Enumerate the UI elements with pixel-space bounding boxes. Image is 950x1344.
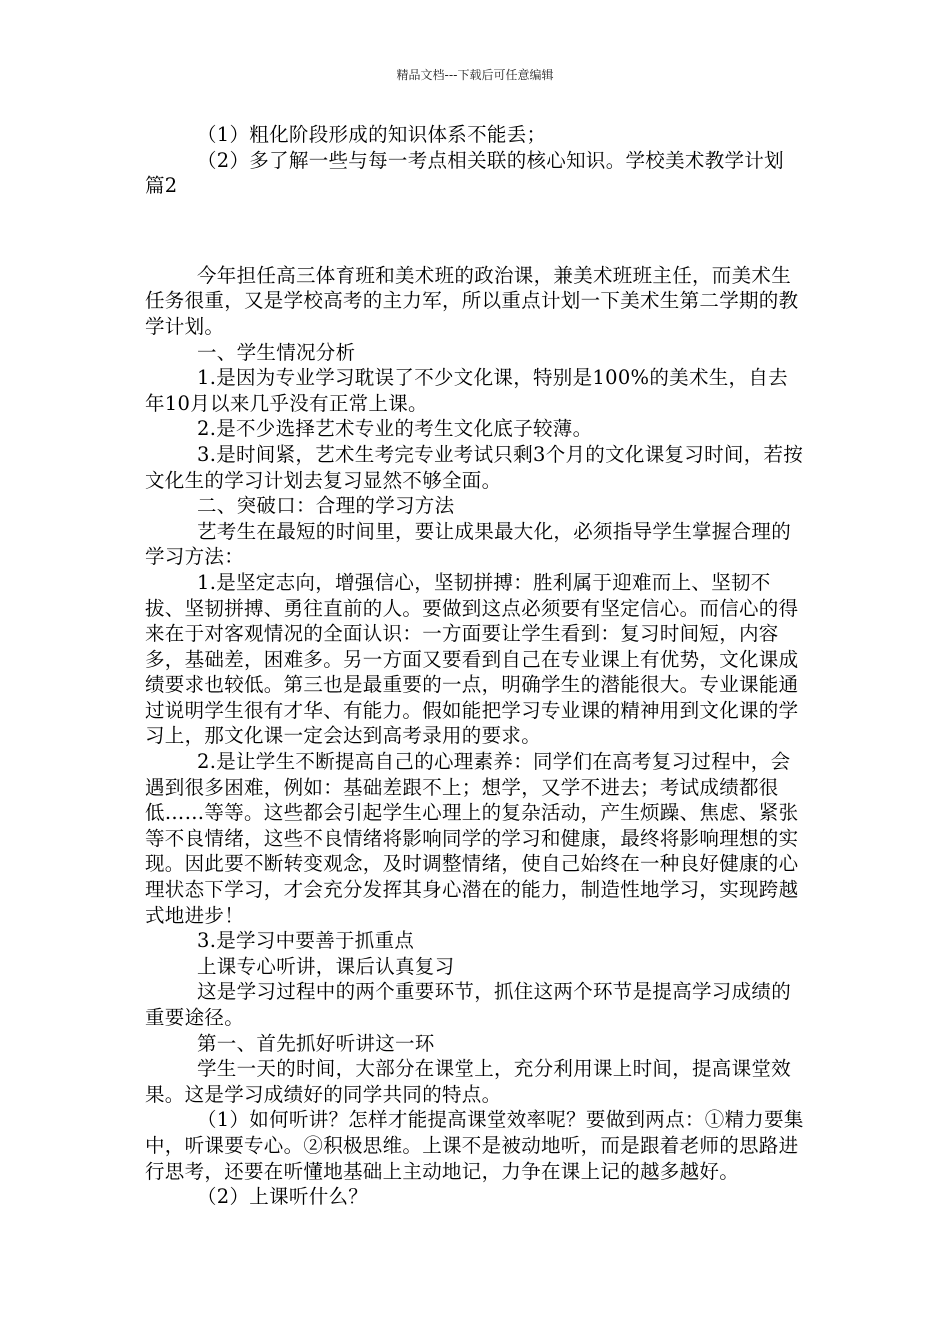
paragraph: 3.是学习中要善于抓重点 <box>145 929 415 953</box>
paragraph: 1.是因为专业学习耽误了不少文化课，特别是100%的美术生，自去年10月以来几乎没有正常上课。 <box>145 366 788 415</box>
paragraph: 3.是时间紧，艺术生考完专业考试只剩3个月的文化课复习时间，若按文化生的学习计划去复习显然不够全面。 <box>145 442 804 492</box>
paragraph: 艺考生在最短的时间里，要让成果最大化，必须指导学生掌握合理的学习方法： <box>145 519 792 569</box>
paragraph: 这是学习过程中的两个重要环节，抓住这两个环节是提高学习成绩的重要途径。 <box>145 980 792 1029</box>
paragraph: 学生一天的时间，大部分在课堂上，充分利用课上时间，提高课堂效果。这是学习成绩好的同学共同的特点。 <box>145 1057 792 1106</box>
paragraph: （2）上课听什么？ <box>145 1185 369 1209</box>
page-header: 精品文档---下载后可任意编辑 <box>396 68 554 82</box>
paragraph: 2.是让学生不断提高自己的心理素养：同学们在高考复习过程中，会遇到很多困难，例如：基础差跟不上；想学，又学不进去；考试成绩都很低……等等。这些都会引起学生心理上的复杂活动，产生烦躁、焦虑、紧张等不良情绪，这些不良情绪将影响同学的学习和健康，最终将影响理想的实现。因此要不断转变观念，及时调整情绪，使自己始终在一种良好健康的心理状态下学习，才会充分发挥其身心潜在的能力，制造性地学习，实现跨越式地进步！ <box>145 750 799 927</box>
section-heading: 一、学生情况分析 <box>145 340 356 364</box>
document-body <box>145 122 807 1210</box>
paragraph: （1）如何听讲？怎样才能提高课堂效率呢？要做到两点：①精力要集中，听课要专心。②积极思维。上课不是被动地听，而是跟着老师的思路进行思考，还要在听懂地基础上主动地记，力争在课上记的越多越好。 <box>145 1108 804 1183</box>
section-heading: 二、突破口：合理的学习方法 <box>145 494 455 518</box>
paragraph: （1）粗化阶段形成的知识体系不能丢； <box>145 123 547 146</box>
paragraph: 1.是坚定志向，增强信心，坚韧拼搏：胜利属于迎难而上、坚韧不拔、坚韧拼搏、勇往直前的人。要做到这点必须要有坚定信心。而信心的得来在于对客观情况的全面认识：一方面要让学生看到：复习时间短，内容多，基础差，困难多。另一方面又要看到自己在专业课上有优势，文化课成绩要求也较低。第三也是最重要的一点，明确学生的潜能很大。专业课能通过说明学生很有才华、有能力。假如能把学习专业课的精神用到文化课的学习上，那文化课一定会达到高考录用的要求。 <box>145 570 799 748</box>
section-heading: 第一、首先抓好听讲这一环 <box>145 1031 435 1055</box>
paragraph: （2）多了解一些与每一考点相关联的核心知识。学校美术教学计划 篇2 <box>145 148 791 198</box>
paragraph: 上课专心听讲，课后认真复习 <box>145 954 455 978</box>
paragraph: 2.是不少选择艺术专业的考生文化底子较薄。 <box>145 417 593 441</box>
paragraph: 今年担任高三体育班和美术班的政治课，兼美术班班主任，而美术生任务很重，又是学校高考的主力军，所以重点计划一下美术生第二学期的教学计划。 <box>145 263 799 338</box>
